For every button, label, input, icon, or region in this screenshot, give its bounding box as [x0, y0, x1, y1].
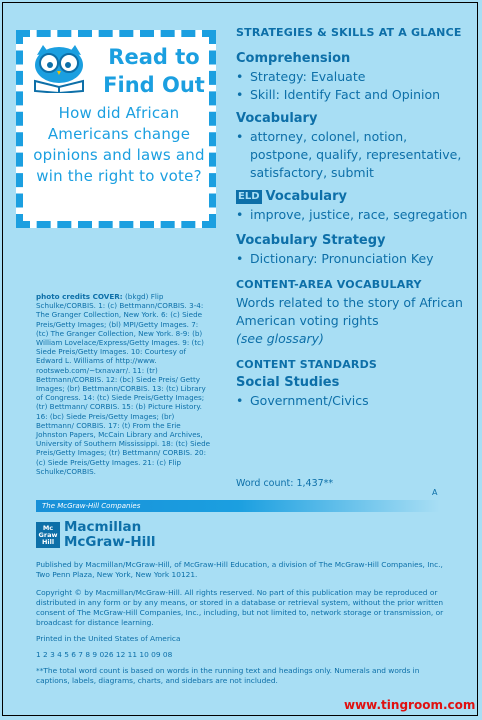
credits-label: photo credits COVER:: [36, 292, 123, 301]
watermark: www.tingroom.com: [344, 698, 476, 712]
word-count: Word count: 1,437**: [236, 478, 334, 489]
published-by: Published by Macmillan/McGraw-Hill, of McGraw-Hill Education, a division of The McGraw-Hill Companies, Inc., Two Penn Plaza, New York, New York 10121.: [36, 560, 443, 579]
publisher-bar: [36, 500, 440, 512]
mcgraw-hill-logo-icon: Mc Graw Hill: [36, 522, 60, 548]
content-standards-header: CONTENT STANDARDS: [236, 358, 378, 371]
comprehension-title: Comprehension: [236, 51, 351, 66]
vocabulary-strategy-title: Vocabulary Strategy: [236, 233, 386, 248]
list-item: • Government/Civics: [236, 393, 369, 408]
content-area-section: [236, 276, 472, 348]
social-studies-title: Social Studies: [236, 375, 340, 390]
guiding-question: How did African Americans change opinions and laws and win the right to vote?: [33, 104, 205, 185]
list-item: • Dictionary: Pronunciation Key: [236, 251, 434, 266]
photo-credits: [36, 292, 212, 476]
word-count-footnote: **The total word count is based on words in the running text and headings only. Numerals and words in captions, labels, diagrams, charts, and sidebars are not included.: [36, 666, 420, 685]
list-item: • attorney, colonel, notion, postpone, qualify, representative, satisfactory, submit: [236, 129, 462, 180]
credits-text: (bkgd) Flip Schulke/CORBIS. 1: (c) Bettmann/CORBIS. 3-4: The Granger Collection, New York. 6: (c) Siede Preis/Getty Images; (bl) MPI/Getty Images. 7: (tc) The Granger Collection, New York. 8-9: (b) William Lovelace/Express/Getty Images. 9: (tc) Siede Preis/Getty Images. 10: Courtesy of Edward L. Williams of http://www. rootsweb.com/~txnavarr/. 11: (tr) Bettmann/CORBIS. 12: (bc) Siede Preis/ Getty Images; (br) Bettmann/CORBIS. 13: (tc) Library of Congress. 14: (tc) Siede Preis/Getty Images; (tr) Bettmann/ CORBIS. 15: (b) Picture History. 16: (bc) Siede Preis/Getty Images; (br) Bettmann/ CORBIS. 17: (t) From the Erie Johnston Papers, McCain Library and Archives, University of Southern Mississippi. 18: (tc) Siede Preis/Getty Images; (tr) Bettmann/ CORBIS. 20: (c) Siede Preis/Getty Images. 21: (c) Flip Schulke/CORBIS.: [36, 292, 211, 476]
glance-header: STRATEGIES & SKILLS AT A GLANCE: [236, 26, 462, 39]
vocabulary-strategy-section: [236, 232, 472, 268]
vocabulary-section: [236, 110, 472, 182]
eld-vocabulary-section: [236, 188, 472, 224]
page-marker: A: [432, 488, 438, 497]
eld-vocabulary-title: Vocabulary: [265, 189, 347, 204]
publisher-bar-text: The McGraw-Hill Companies: [42, 502, 141, 510]
eld-badge: ELD: [238, 191, 260, 202]
content-standards-section: [236, 356, 472, 410]
content-area-text: Words related to the story of African American voting rights: [236, 295, 463, 328]
print-numbers: 1 2 3 4 5 6 7 8 9 026 12 11 10 09 08: [36, 650, 173, 659]
read-to-find-out-box: [16, 30, 216, 228]
list-item: • Skill: Identify Fact and Opinion: [236, 87, 441, 102]
copyright-notice: Copyright © by Macmillan/McGraw-Hill. All rights reserved. No part of this publication may be reproduced or distributed in any form or by any means, or stored in a database or retrieval system, without the prior written consent of The McGraw-Hill Companies, Inc., including, but not limited to, network storage or transmission, or broadcast for distance learning.: [36, 588, 444, 627]
list-item: • Strategy: Evaluate: [236, 69, 366, 84]
list-item: • improve, justice, race, segregation: [236, 207, 468, 222]
read-to-find-out-title: Read to Find Out: [103, 45, 205, 97]
comprehension-section: [236, 50, 472, 104]
skills-at-a-glance: [236, 24, 472, 410]
content-area-header: CONTENT-AREA VOCABULARY: [236, 278, 422, 291]
printed-in: Printed in the United States of America: [36, 634, 181, 643]
vocabulary-title: Vocabulary: [236, 111, 318, 126]
glossary-note: (see glossary): [236, 331, 324, 346]
publisher-logo-text: Macmillan McGraw-Hill: [64, 519, 156, 550]
owl-reading-icon: [29, 41, 89, 93]
